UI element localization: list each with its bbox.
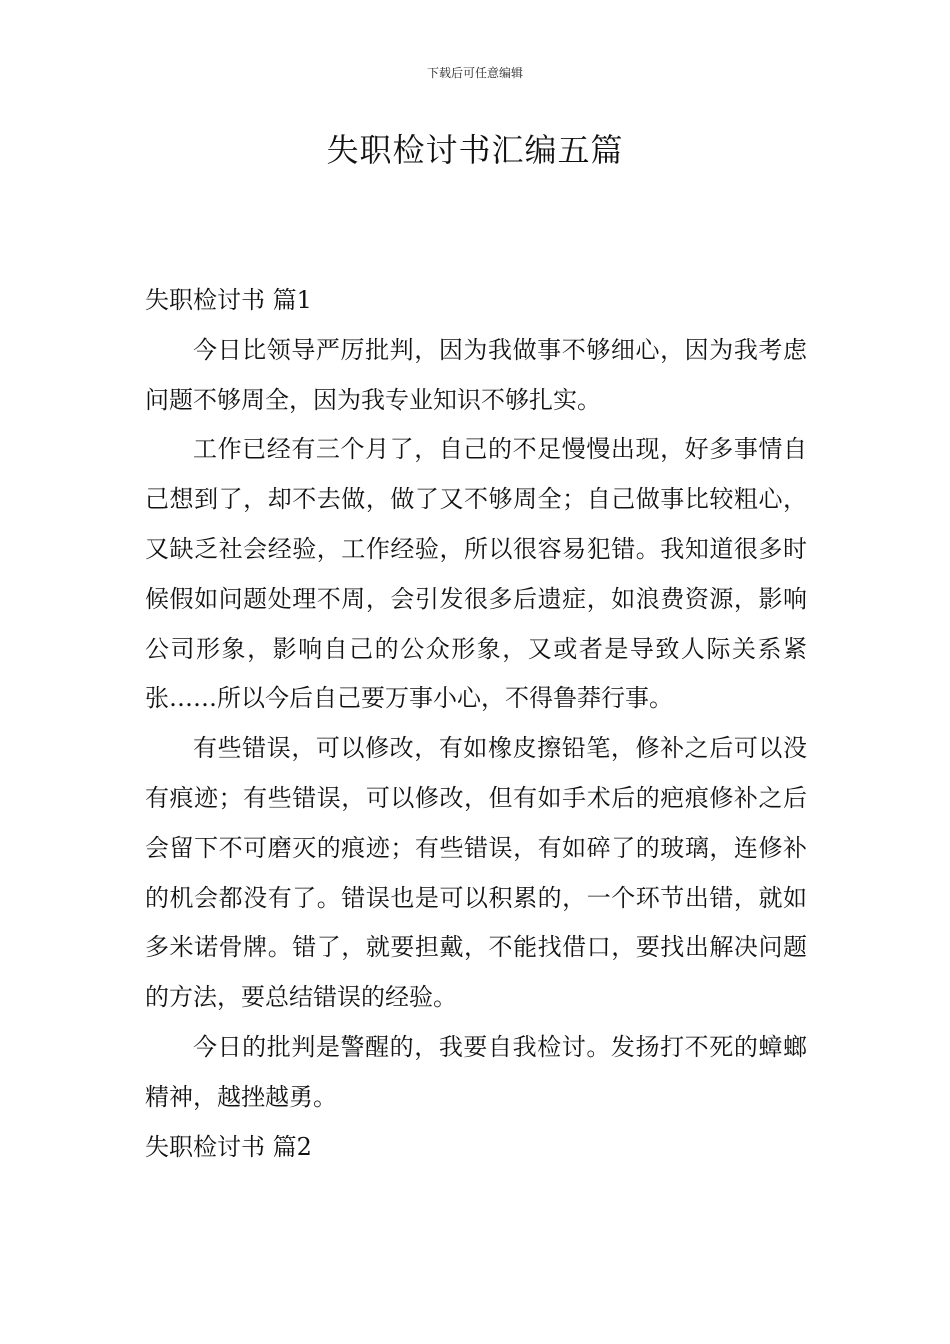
- paragraph: 工作已经有三个月了，自己的不足慢慢出现，好多事情自己想到了，却不去做，做了又不够周全；自己做事比较粗心，又缺乏社会经验，工作经验，所以很容易犯错。我知道很多时候假如问题处理不周，会引发很多后遗症，如浪费资源，影响公司形象，影响自己的公众形象，又或者是导致人际关系紧张……所以今后自己要万事小心，不得鲁莽行事。: [145, 435, 807, 713]
- document-title: 失职检讨书汇编五篇: [326, 131, 624, 169]
- document-body: [145, 276, 807, 1172]
- paragraph: 今日比领导严厉批判，因为我做事不够细心，因为我考虑问题不够周全，因为我专业知识不够扎实。: [145, 335, 807, 414]
- paragraph: 有些错误，可以修改，有如橡皮擦铅笔，修补之后可以没有痕迹；有些错误，可以修改，但有如手术后的疤痕修补之后会留下不可磨灭的痕迹；有些错误，有如碎了的玻璃，连修补的机会都没有了。错误也是可以积累的，一个环节出错，就如多米诺骨牌。错了，就要担戴，不能找借口，要找出解决问题的方法，要总结错误的经验。: [145, 734, 807, 1012]
- paragraph: 今日的批判是警醒的，我要自我检讨。发扬打不死的蟑螂精神，越挫越勇。: [145, 1032, 807, 1111]
- section-heading-2: 失职检讨书 篇2: [145, 1132, 312, 1161]
- header-note: 下载后可任意编辑: [426, 66, 523, 80]
- section-heading-1: 失职检讨书 篇1: [145, 286, 312, 314]
